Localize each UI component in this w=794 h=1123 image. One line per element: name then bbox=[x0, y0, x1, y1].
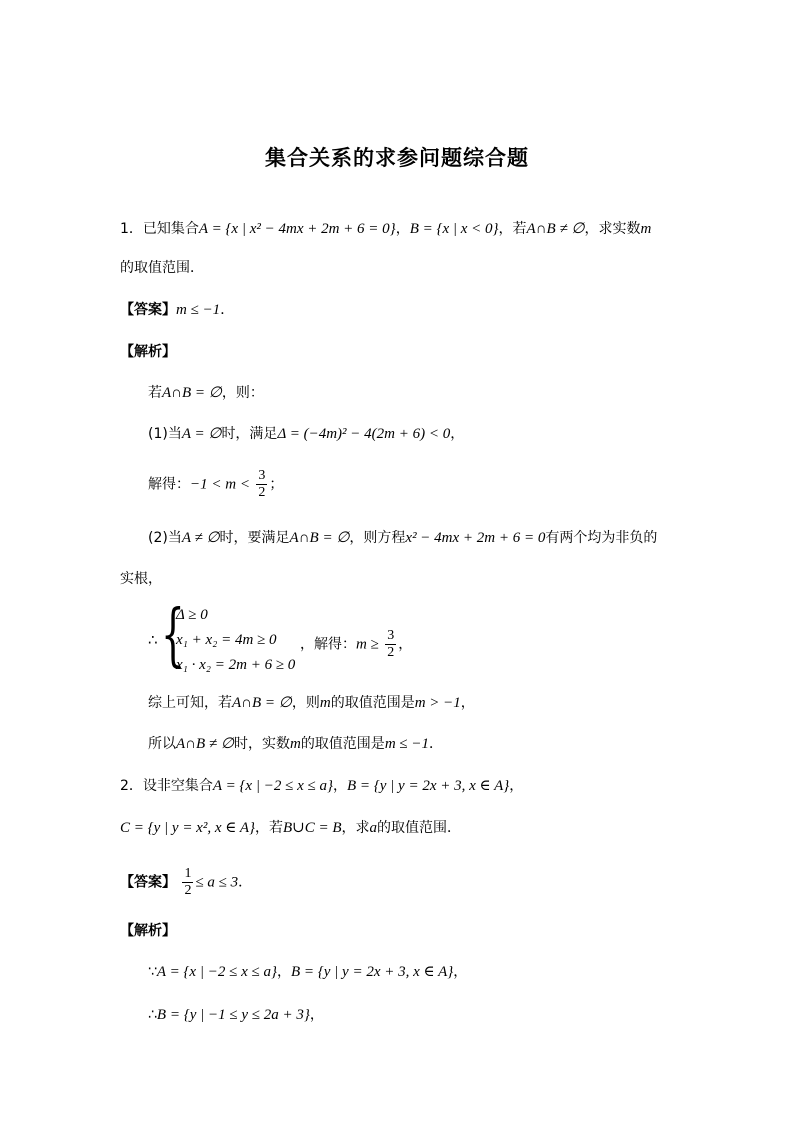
q1-analysis-label: 【解析】 bbox=[120, 344, 176, 360]
q2-step-2: ∴B = {y | −1 ≤ y ≤ 2a + 3}， bbox=[148, 1007, 324, 1023]
system-row-3: x₁ · x₂ = 2m + 6 ≥ 0 bbox=[176, 657, 296, 673]
system-row-2: x₁ + x₂ = 4m ≥ 0 bbox=[176, 632, 277, 648]
page-title: 集合关系的求参问题综合题 bbox=[265, 146, 529, 170]
q1-stem-line2: 的取值范围． bbox=[120, 260, 204, 276]
q1-step-2: (1)当A = ∅时，满足Δ = (−4m)² − 4(2m + 6) < 0， bbox=[148, 426, 465, 442]
q2-stem: 2．设非空集合A = {x | −2 ≤ x ≤ a}，B = {y | y = 2x + 3, x ∈ A}， bbox=[120, 778, 524, 794]
therefore-symbol: ∴ bbox=[148, 631, 158, 649]
q1-step-1: 若A∩B = ∅，则： bbox=[148, 385, 264, 401]
system-solution: ，解得：m ≥ $\frac{3}{2}$ ， bbox=[300, 628, 413, 660]
q2-stem-line2: C = {y | y = x², x ∈ A}，若B∪C = B，求a的取值范围． bbox=[120, 820, 462, 836]
q1-stem: 1．已知集合A = {x | x² − 4mx + 2m + 6 = 0}，B = {x | x < 0}，若A∩B ≠ ∅，求实数m bbox=[120, 221, 652, 237]
q1-answer: 【答案】m ≤ −1． bbox=[120, 302, 235, 318]
left-brace: { bbox=[161, 596, 185, 675]
system-row-1: Δ ≥ 0 bbox=[176, 607, 208, 623]
fraction: $\frac{3}{2}$ bbox=[387, 628, 395, 660]
q1-step-4: (2)当A ≠ ∅时，要满足A∩B = ∅，则方程x² − 4mx + 2m + 6 = 0有两个均为非负的 bbox=[148, 530, 658, 546]
q1-step-6: 综上可知，若A∩B = ∅，则m的取值范围是m > −1， bbox=[148, 695, 475, 711]
q2-analysis-label: 【解析】 bbox=[120, 923, 176, 939]
q2-answer: 【答案】 $\frac{1}{2}$ ≤ a ≤ 3． bbox=[120, 866, 253, 898]
fraction: $\frac{1}{2}$ bbox=[184, 866, 192, 898]
q1-step-7: 所以A∩B ≠ ∅时，实数m的取值范围是m ≤ −1． bbox=[148, 736, 443, 752]
q2-step-1: ∵A = {x | −2 ≤ x ≤ a}，B = {y | y = 2x + 3, x ∈ A}， bbox=[148, 964, 468, 980]
q1-step-5: 实根， bbox=[120, 571, 162, 587]
fraction: $\frac{3}{2}$ bbox=[258, 468, 266, 500]
q1-step-3: 解得：−1 < m < $\frac{3}{2}$ ； bbox=[148, 468, 284, 500]
